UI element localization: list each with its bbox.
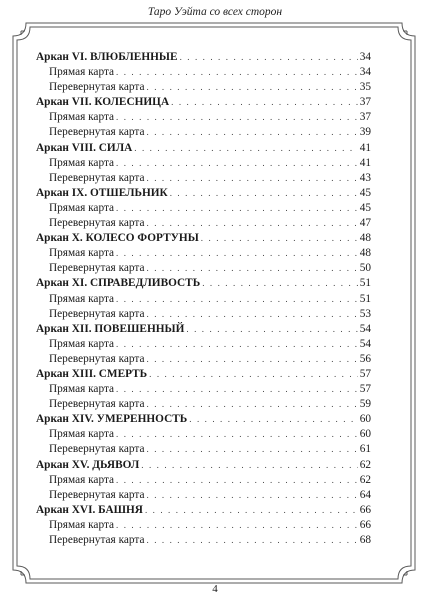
toc-page-number: 37 xyxy=(359,96,371,109)
toc-chapter-entry xyxy=(36,186,371,201)
dot-leader xyxy=(145,503,358,518)
toc-page-number: 45 xyxy=(359,186,371,199)
toc-subentry xyxy=(36,171,371,186)
toc-subentry xyxy=(36,201,371,216)
toc-page-number: 34 xyxy=(359,51,371,63)
toc-entry-label: Перевернутая карта xyxy=(49,171,145,184)
toc-page-number: 34 xyxy=(359,66,371,79)
toc-entry-label: Перевернутая карта xyxy=(49,217,145,230)
toc-subentry xyxy=(36,156,371,171)
toc-entry-label: Прямая карта xyxy=(49,337,115,350)
dot-leader xyxy=(202,276,358,291)
toc-entry-label: Перевернутая карта xyxy=(49,81,145,94)
toc-page-number: 37 xyxy=(359,111,371,124)
toc-entry-label: Перевернутая карта xyxy=(49,443,145,456)
toc-entry-label: Аркан X. КОЛЕСО ФОРТУНЫ xyxy=(36,232,199,245)
toc-page-number: 35 xyxy=(359,81,371,94)
toc-entry-label: Аркан XVI. БАШНЯ xyxy=(36,503,143,516)
toc-entry-label: Прямая карта xyxy=(49,156,115,169)
toc-entry-label: Прямая карта xyxy=(49,201,115,214)
toc-chapter-entry xyxy=(36,322,371,337)
toc-entry-label: Перевернутая карта xyxy=(49,534,145,546)
toc-subentry xyxy=(36,427,371,442)
dot-leader xyxy=(180,50,358,65)
toc-page-number: 60 xyxy=(359,413,371,426)
dot-leader xyxy=(147,352,358,367)
toc-page-number: 50 xyxy=(359,262,371,275)
dot-leader xyxy=(147,80,358,95)
toc-page-number: 68 xyxy=(359,534,371,546)
dot-leader xyxy=(141,458,357,473)
toc-page-number: 61 xyxy=(359,443,371,456)
toc-page-number: 62 xyxy=(359,473,371,486)
toc-chapter-entry xyxy=(36,412,371,427)
toc-subentry xyxy=(36,382,371,397)
toc-page-number: 57 xyxy=(359,367,371,380)
dot-leader xyxy=(116,156,358,171)
dot-leader xyxy=(116,427,358,442)
toc-chapter-entry xyxy=(36,503,371,518)
toc-entry-label: Прямая карта xyxy=(49,518,115,531)
dot-leader xyxy=(201,231,358,246)
toc-subentry xyxy=(36,397,371,412)
dot-leader xyxy=(116,110,358,125)
dot-leader xyxy=(134,141,357,156)
toc-page-number: 56 xyxy=(359,352,371,365)
toc-chapter-entry xyxy=(36,141,371,156)
toc-entry-label: Аркан VI. ВЛЮБЛЕННЫЕ xyxy=(36,51,178,63)
toc-entry-label: Аркан XV. ДЬЯВОЛ xyxy=(36,458,140,471)
toc-entry-label: Перевернутая карта xyxy=(49,352,145,365)
dot-leader xyxy=(116,201,358,216)
toc-page-number: 39 xyxy=(359,126,371,139)
toc-page-number: 53 xyxy=(359,307,371,320)
toc-entry-label: Перевернутая карта xyxy=(49,488,145,501)
dot-leader xyxy=(116,382,358,397)
toc-chapter-entry xyxy=(36,50,371,65)
toc-page-number: 60 xyxy=(359,428,371,441)
toc-page-number: 51 xyxy=(359,277,371,290)
dot-leader xyxy=(147,125,358,140)
toc-page-number: 59 xyxy=(359,398,371,411)
dot-leader xyxy=(147,397,358,412)
toc-chapter-entry xyxy=(36,95,371,110)
toc-page-number: 41 xyxy=(359,156,371,169)
dot-leader xyxy=(186,322,357,337)
dot-leader xyxy=(116,518,358,533)
dot-leader xyxy=(147,488,358,503)
dot-leader xyxy=(147,216,358,231)
toc-entry-label: Прямая карта xyxy=(49,111,115,124)
toc-subentry xyxy=(36,80,371,95)
toc-chapter-entry xyxy=(36,367,371,382)
dot-leader xyxy=(171,95,358,110)
dot-leader xyxy=(147,261,358,276)
toc-entry-label: Аркан VIII. СИЛА xyxy=(36,141,133,154)
toc-entry-label: Аркан VII. КОЛЕСНИЦА xyxy=(36,96,170,109)
dot-leader xyxy=(116,337,358,352)
toc-subentry xyxy=(36,442,371,457)
toc-chapter-entry xyxy=(36,458,371,473)
toc-page-number: 66 xyxy=(359,503,371,516)
dot-leader xyxy=(147,533,358,548)
dot-leader xyxy=(147,442,358,457)
toc-entry-label: Аркан XIV. УМЕРЕННОСТЬ xyxy=(36,413,188,426)
toc-page-number: 45 xyxy=(359,201,371,214)
toc-page-number: 51 xyxy=(359,292,371,305)
toc-page-number: 54 xyxy=(359,337,371,350)
dot-leader xyxy=(147,307,358,322)
toc-entry-label: Перевернутая карта xyxy=(49,126,145,139)
toc-subentry xyxy=(36,533,371,548)
dot-leader xyxy=(147,171,358,186)
toc-subentry xyxy=(36,125,371,140)
toc-chapter-entry xyxy=(36,231,371,246)
dot-leader xyxy=(189,412,357,427)
toc-page-number: 54 xyxy=(359,322,371,335)
toc-subentry xyxy=(36,261,371,276)
toc-page-number: 47 xyxy=(359,217,371,230)
toc-entry-label: Аркан IX. ОТШЕЛЬНИК xyxy=(36,186,168,199)
toc-entry-label: Прямая карта xyxy=(49,292,115,305)
toc-subentry xyxy=(36,337,371,352)
toc-page-number: 64 xyxy=(359,488,371,501)
toc-subentry xyxy=(36,352,371,367)
dot-leader xyxy=(116,65,358,80)
toc-subentry xyxy=(36,518,371,533)
toc-page-number: 66 xyxy=(359,518,371,531)
dot-leader xyxy=(149,367,358,382)
toc-subentry xyxy=(36,246,371,261)
toc-subentry xyxy=(36,473,371,488)
toc-subentry xyxy=(36,292,371,307)
toc-page-number: 48 xyxy=(359,232,371,245)
toc-subentry xyxy=(36,216,371,231)
toc-entry-label: Прямая карта xyxy=(49,473,115,486)
toc-subentry xyxy=(36,307,371,322)
toc-entry-label: Перевернутая карта xyxy=(49,398,145,411)
toc-subentry xyxy=(36,65,371,80)
toc-page-number: 57 xyxy=(359,383,371,396)
toc-entry-label: Перевернутая карта xyxy=(49,262,145,275)
toc-page-number: 41 xyxy=(359,141,371,154)
toc-entry-label: Прямая карта xyxy=(49,247,115,260)
toc-chapter-entry xyxy=(36,276,371,291)
dot-leader xyxy=(170,186,358,201)
dot-leader xyxy=(116,246,358,261)
toc-page-number: 43 xyxy=(359,171,371,184)
toc-page-number: 62 xyxy=(359,458,371,471)
toc-subentry xyxy=(36,110,371,125)
dot-leader xyxy=(116,292,358,307)
table-of-contents xyxy=(36,50,371,548)
running-header: Таро Уэйта со всех сторон xyxy=(147,6,283,18)
toc-entry-label: Аркан XI. СПРАВЕДЛИВОСТЬ xyxy=(36,277,201,290)
toc-entry-label: Перевернутая карта xyxy=(49,307,145,320)
toc-entry-label: Аркан XII. ПОВЕШЕННЫЙ xyxy=(36,322,185,335)
toc-entry-label: Аркан XIII. СМЕРТЬ xyxy=(36,367,148,380)
toc-entry-label: Прямая карта xyxy=(49,383,115,396)
toc-subentry xyxy=(36,488,371,503)
toc-page-number: 48 xyxy=(359,247,371,260)
toc-entry-label: Прямая карта xyxy=(49,66,115,79)
toc-entry-label: Прямая карта xyxy=(49,428,115,441)
dot-leader xyxy=(116,473,358,488)
page-number: 4 xyxy=(212,583,218,595)
